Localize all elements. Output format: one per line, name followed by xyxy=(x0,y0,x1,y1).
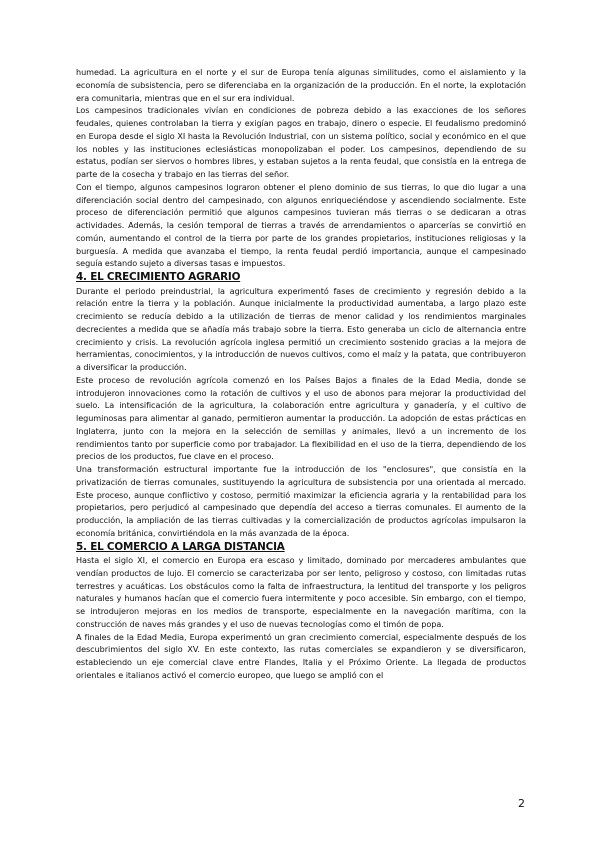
paragraph: A finales de la Edad Media, Europa experimentó un gran crecimiento comercial, especialmente después de los descubrimientos del siglo XV. En este contexto, las rutas comerciales se expandieron y se diversificaron, estableciendo un eje comercial clave entre Flandes, Italia y el Próximo Oriente. La llegada de productos orientales e italianos activó el comercio europeo, que luego se amplió con el xyxy=(76,631,526,680)
page-number: 2 xyxy=(518,797,525,810)
section-heading-comercio-larga-distancia: 5. EL COMERCIO A LARGA DISTANCIA xyxy=(76,540,285,553)
paragraph: Con el tiempo, algunos campesinos lograron obtener el pleno dominio de sus tierras, lo que dio lugar a una diferenciación social dentro del campesinado, con algunos enriqueciéndose y ascendiendo socialmente. Este proceso de diferenciación permitió que algunos campesinos tuvieran más tierras o se dedicaran a otras actividades. Además, la cesión temporal de tierras a través de arrendamientos o aparcerías se convirtió en común, aumentando el control de la tierra por parte de los grandes propietarios, instituciones religiosas y la burguesía. A medida que avanzaba el tiempo, la renta feudal perdió importancia, aunque el campesinado seguía estando sujeto a diversas tasas e impuestos. xyxy=(76,181,526,269)
paragraph: humedad. La agricultura en el norte y el sur de Europa tenía algunas similitudes, como el aislamiento y la economía de subsistencia, pero se diferenciaba en la organización de la producción. En el norte, la explotación era comunitaria, mientras que en el sur era individual. xyxy=(76,67,526,103)
paragraph: Los campesinos tradicionales vivían en condiciones de pobreza debido a las exacciones de los señores feudales, quienes controlaban la tierra y exigían pagos en trabajo, dinero o especie. El feudalismo predominó en Europa desde el siglo XI hasta la Revolución Industrial, con un sistema político, social y económico en el que los nobles y las instituciones eclesiásticas monopolizaban el poder. Los campesinos, dependiendo de su estatus, podían ser siervos o hombres libres, y estaban sujetos a la renta feudal, que consistía en la entrega de parte de la cosecha y trabajo en las tierras del señor. xyxy=(76,105,526,179)
paragraph: Hasta el siglo XI, el comercio en Europa era escaso y limitado, dominado por mercaderes ambulantes que vendían productos de lujo. El comercio se caracterizaba por ser lento, peligroso y costoso, con limitadas rutas terrestres y acuáticas. Los obstáculos como la falta de infraestructura, la lentitud del transporte y los peligros naturales y humanos hacían que el comercio fuera intermitente y poco accesible. Sin embargo, con el tiempo, se introdujeron mejoras en los medios de transporte, especialmente en la navegación marítima, con la construcción de naves más grandes y el uso de nuevas tecnologías como el timón de popa. xyxy=(76,555,526,629)
document-page xyxy=(76,66,526,682)
paragraph: Una transformación estructural importante fue la introducción de los "enclosures", que consistía en la privatización de tierras comunales, sustituyendo la agricultura de subsistencia por una orientada al mercado. Este proceso, aunque conflictivo y costoso, permitió maximizar la eficiencia agraria y la rentabilidad para los propietarios, pero perjudicó al campesinado que dependía del acceso a tierras comunales. El aumento de la producción, la ampliación de las tierras cultivadas y la comercialización de productos agrícolas impulsaron la economía británica, convirtiéndola en la más avanzada de la época. xyxy=(76,464,526,538)
paragraph: Este proceso de revolución agrícola comenzó en los Países Bajos a finales de la Edad Media, donde se introdujeron innovaciones como la rotación de cultivos y el uso de abonos para mejorar la productividad del suelo. La intensificación de la agricultura, la colaboración entre agricultura y ganadería, y el cultivo de leguminosas para alimentar al ganado, permitieron aumentar la producción. La adopción de estas prácticas en Inglaterra, junto con la mejora en la selección de semillas y animales, llevó a un incremento de los rendimientos tanto por superficie como por trabajador. La flexibilidad en el uso de la tierra, dependiendo de los precios de los productos, fue clave en el proceso. xyxy=(76,374,526,462)
paragraph: Durante el periodo preindustrial, la agricultura experimentó fases de crecimiento y regresión debido a la relación entre la tierra y la población. Aunque inicialmente la productividad aumentaba, a largo plazo este crecimiento se reducía debido a la utilización de tierras de menor calidad y los rendimientos marginales decrecientes a medida que se añadía más trabajo sobre la tierra. Esto generaba un ciclo de alternancia entre crecimiento y crisis. La revolución agrícola inglesa permitió un crecimiento sostenido gracias a la mejora de herramientas, conocimientos, y la introducción de nuevos cultivos, como el maíz y la patata, que contribuyeron a diversificar la producción. xyxy=(76,285,526,372)
section-heading-crecimiento-agrario: 4. EL CRECIMIENTO AGRARIO xyxy=(76,271,241,283)
